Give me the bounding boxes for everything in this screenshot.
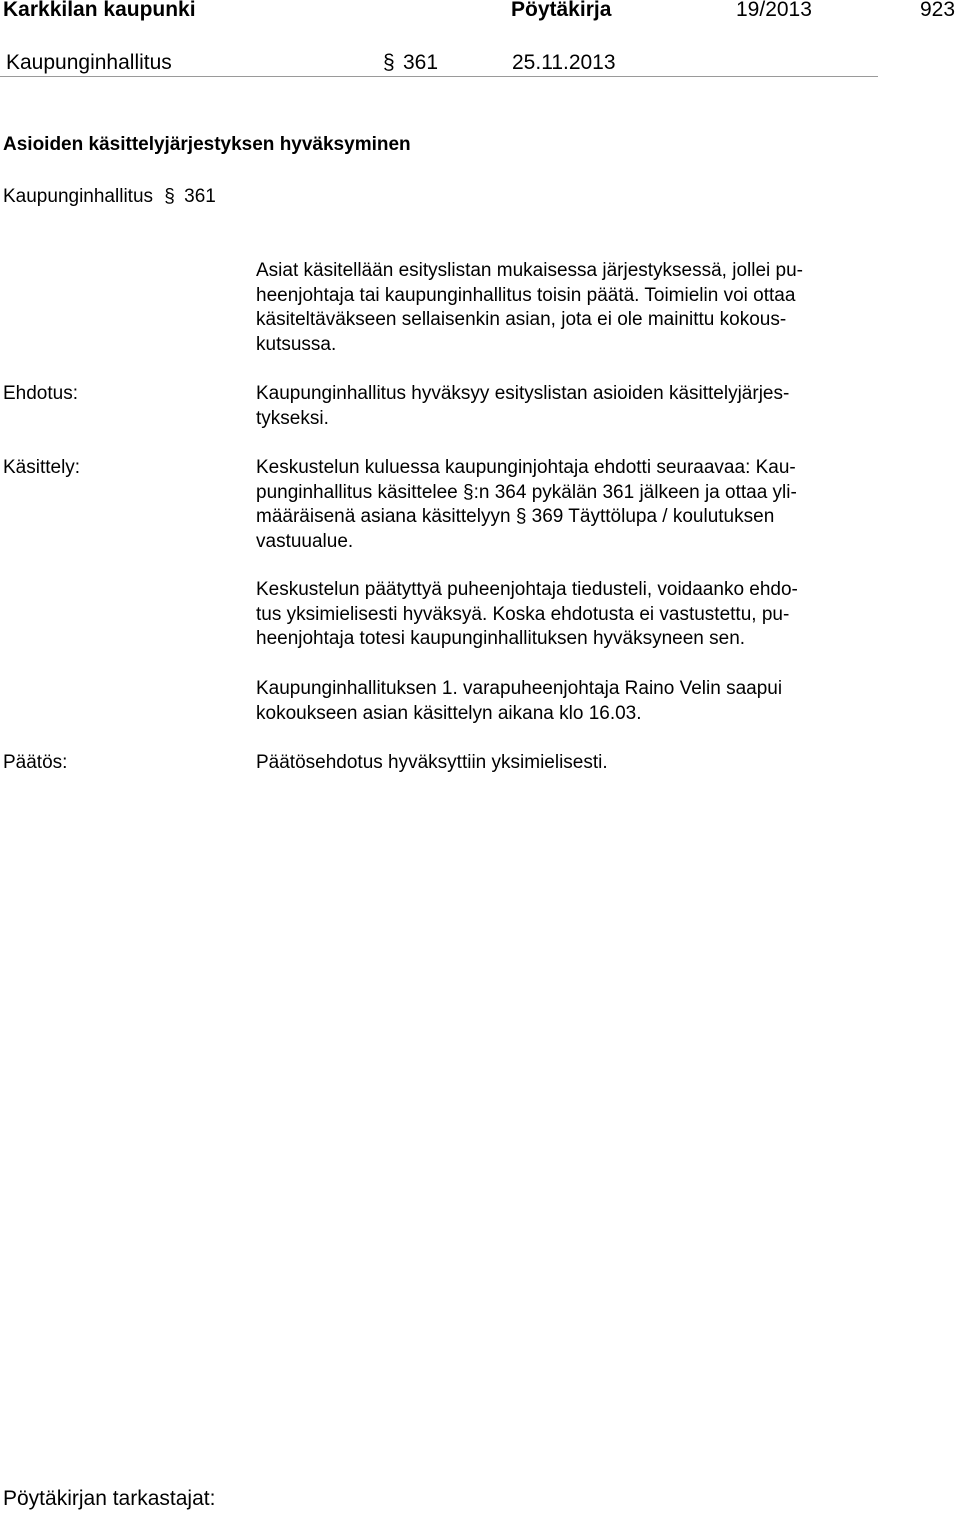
section-sign: § — [515, 506, 527, 527]
handling-line: Keskustelun päätyttyä puheenjohtaja tiedusteli, voidaanko ehdo- — [256, 579, 798, 600]
handling-label: Käsittely: — [3, 457, 81, 478]
item-sub-heading — [3, 185, 216, 209]
proposal-line: tykseksi. — [256, 407, 329, 429]
intro-paragraph — [256, 259, 896, 357]
section-sign: § — [383, 51, 395, 74]
handling-line: tus yksimielisesti hyväksyä. Koska ehdotusta ei vastustettu, pu- — [256, 603, 790, 625]
handling-line — [256, 505, 896, 530]
handling-line: heenjohtaja totesi kaupunginhallituksen hyväksyneen sen. — [256, 628, 746, 649]
intro-line: käsiteltäväkseen sellaisenkin asian, jota ei ole mainittu kokous- — [256, 309, 787, 330]
item-sub-sign: § — [164, 186, 175, 207]
proposal-label: Ehdotus: — [3, 383, 78, 404]
handling-paragraph-3 — [256, 677, 896, 726]
document-type: Pöytäkirja — [511, 0, 612, 21]
proposal-line: Kaupunginhallitus hyväksyy esityslistan asioiden käsittelyjärjes- — [256, 383, 790, 404]
handling-line: kokoukseen asian käsittelyn aikana klo 16.03. — [256, 702, 642, 724]
handling-text: määräisenä asiana käsittelyyn — [256, 506, 516, 527]
intro-line: Asiat käsitellään esityslistan mukaisessa järjestyksessä, jollei pu- — [256, 260, 804, 281]
decision-label: Päätös: — [3, 752, 68, 773]
handling-text: punginhallitus käsittelee — [256, 481, 464, 503]
handling-line: Keskustelun kuluessa kaupunginjohtaja ehdotti seuraavaa: Kau- — [256, 457, 796, 478]
decision-paragraph — [256, 751, 896, 776]
item-sub-number: 361 — [184, 186, 216, 207]
handling-line: vastuualue. — [256, 530, 354, 552]
header-body-name: Kaupunginhallitus — [6, 51, 172, 74]
intro-line: kutsussa. — [256, 333, 337, 355]
handling-text: 369 Täyttölupa / koulutuksen — [526, 506, 775, 527]
header-divider — [0, 76, 878, 77]
decision-text: Päätösehdotus hyväksyttiin yksimielisesti. — [256, 752, 608, 773]
municipality-name: Karkkilan kaupunki — [3, 0, 196, 21]
proposal-paragraph — [256, 382, 896, 431]
handling-paragraph-2 — [256, 578, 896, 652]
handling-line: Kaupunginhallituksen 1. varapuheenjohtaja Raino Velin saapui — [256, 678, 783, 699]
intro-line: heenjohtaja tai kaupunginhallitus toisin päätä. Toimielin voi ottaa — [256, 284, 796, 306]
document-number: 19/2013 — [736, 0, 812, 21]
page-number: 923 — [920, 0, 956, 21]
meeting-date: 25.11.2013 — [512, 51, 616, 74]
section-number: 361 — [403, 51, 439, 74]
handling-text: :n 364 pykälän 361 jälkeen ja ottaa yli- — [473, 481, 797, 503]
handling-line — [256, 481, 896, 506]
handling-paragraph-1 — [256, 456, 896, 554]
item-sub-body: Kaupunginhallitus — [3, 186, 154, 207]
reviewers-label: Pöytäkirjan tarkastajat: — [3, 1487, 216, 1510]
item-title: Asioiden käsittelyjärjestyksen hyväksyminen — [3, 134, 411, 155]
section-sign: § — [463, 481, 474, 503]
